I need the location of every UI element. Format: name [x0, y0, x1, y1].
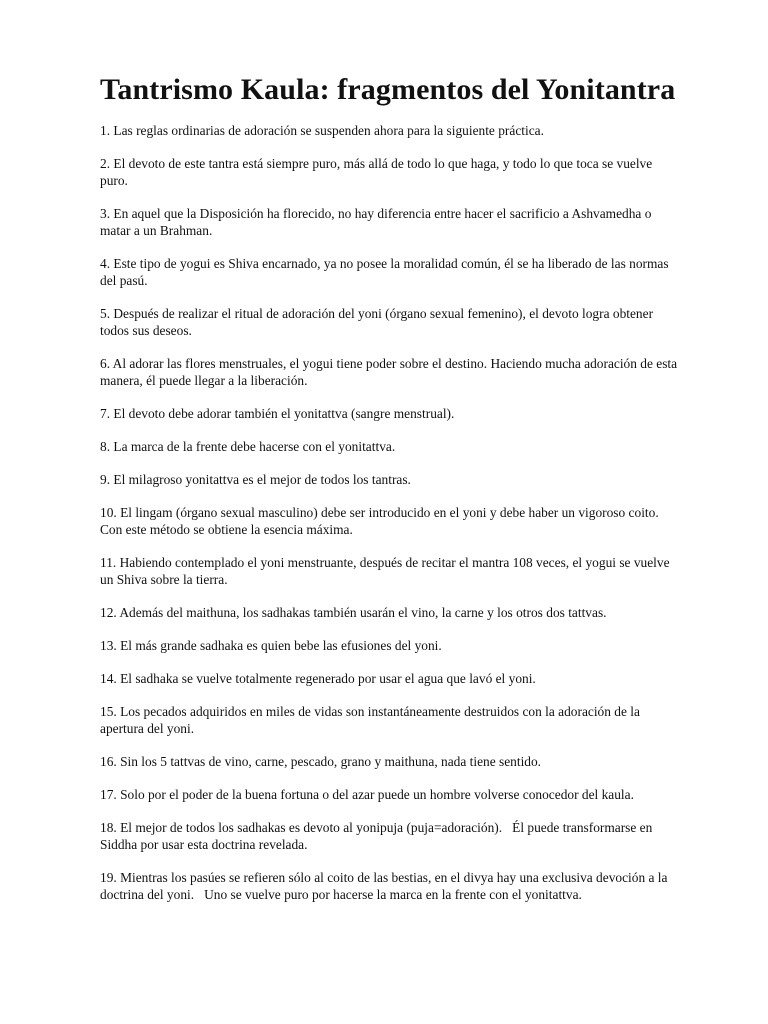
- paragraph-1: 1. Las reglas ordinarias de adoración se suspenden ahora para la siguiente práctica.: [100, 123, 544, 138]
- paragraph-12: 12. Además del maithuna, los sadhakas también usarán el vino, la carne y los otros dos tattvas.: [100, 605, 607, 620]
- paragraph-14: 14. El sadhaka se vuelve totalmente regenerado por usar el agua que lavó el yoni.: [100, 671, 536, 686]
- paragraph-4: 4. Este tipo de yogui es Shiva encarnado, ya no posee la moralidad común, él se ha liberado de las normas del pasú.: [100, 256, 669, 288]
- paragraph-15: 15. Los pecados adquiridos en miles de vidas son instantáneamente destruidos con la adoración de la apertura del yoni.: [100, 704, 640, 736]
- paragraph-9: 9. El milagroso yonitattva es el mejor de todos los tantras.: [100, 472, 411, 487]
- paragraph-list: [100, 122, 680, 903]
- paragraph-19: 19. Mientras los pasúes se refieren sólo al coito de las bestias, en el divya hay una exclusiva devoción a la doctrina del yoni. Uno se vuelve puro por hacerse la marca en la frente con el yonitattva.: [100, 870, 671, 902]
- paragraph-8: 8. La marca de la frente debe hacerse con el yonitattva.: [100, 439, 396, 454]
- paragraph-11: 11. Habiendo contemplado el yoni menstruante, después de recitar el mantra 108 veces, el yogui se vuelve un Shiva sobre la tierra.: [100, 555, 670, 587]
- paragraph-17: 17. Solo por el poder de la buena fortuna o del azar puede un hombre volverse conocedor del kaula.: [100, 787, 634, 802]
- paragraph-10: 10. El lingam (órgano sexual masculino) debe ser introducido en el yoni y debe haber un vigoroso coito. Con este método se obtiene la esencia máxima.: [100, 505, 659, 537]
- document-title: Tantrismo Kaula: fragmentos del Yonitantra: [100, 73, 676, 106]
- paragraph-13: 13. El más grande sadhaka es quien bebe las efusiones del yoni.: [100, 638, 442, 653]
- document-page: [100, 70, 680, 919]
- paragraph-2: 2. El devoto de este tantra está siempre puro, más allá de todo lo que haga, y todo lo que toca se vuelve puro.: [100, 156, 653, 188]
- paragraph-18: 18. El mejor de todos los sadhakas es devoto al yonipuja (puja=adoración). Él puede transformarse en Siddha por usar esta doctrina revelada.: [100, 820, 656, 852]
- paragraph-5: 5. Después de realizar el ritual de adoración del yoni (órgano sexual femenino), el devoto logra obtener todos sus deseos.: [100, 306, 654, 338]
- paragraph-16: 16. Sin los 5 tattvas de vino, carne, pescado, grano y maithuna, nada tiene sentido.: [100, 754, 542, 769]
- paragraph-7: 7. El devoto debe adorar también el yonitattva (sangre menstrual).: [100, 406, 455, 421]
- paragraph-3: 3. En aquel que la Disposición ha florecido, no hay diferencia entre hacer el sacrificio a Ashvamedha o matar a un Brahman.: [100, 206, 652, 238]
- paragraph-6: 6. Al adorar las flores menstruales, el yogui tiene poder sobre el destino. Haciendo mucha adoración de esta manera, él puede llegar a la liberación.: [100, 356, 678, 388]
